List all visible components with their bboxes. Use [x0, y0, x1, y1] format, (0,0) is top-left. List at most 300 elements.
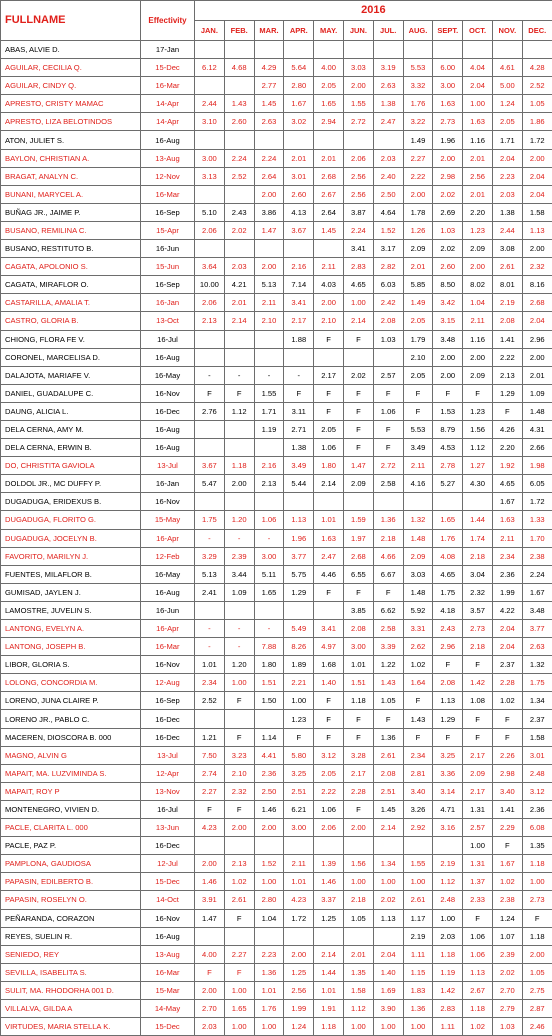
- effectivity-cell: 16-Jan: [141, 294, 195, 312]
- month-value-cell: F: [373, 384, 403, 402]
- month-value-cell: 1.00: [373, 873, 403, 891]
- month-value-cell: 3.39: [373, 638, 403, 656]
- month-value-cell: 3.57: [463, 601, 493, 619]
- month-value-cell: 1.47: [343, 457, 373, 475]
- month-value-cell: 2.27: [403, 149, 433, 167]
- month-value-cell: 1.65: [433, 511, 463, 529]
- month-value-cell: 2.04: [463, 77, 493, 95]
- month-value-cell: 2.34: [195, 674, 225, 692]
- effectivity-cell: 14-May: [141, 999, 195, 1017]
- month-value-cell: 4.68: [224, 59, 254, 77]
- month-value-cell: [254, 41, 284, 59]
- month-value-cell: 2.11: [284, 855, 314, 873]
- effectivity-header: Effectivity: [141, 1, 195, 41]
- month-value-cell: 3.32: [403, 77, 433, 95]
- month-value-cell: 2.00: [284, 945, 314, 963]
- month-value-cell: 3.22: [403, 113, 433, 131]
- month-value-cell: 2.39: [224, 547, 254, 565]
- month-value-cell: F: [463, 728, 493, 746]
- month-value-cell: 4.13: [284, 203, 314, 221]
- month-value-cell: [403, 837, 433, 855]
- month-value-cell: 1.40: [314, 674, 344, 692]
- month-value-cell: 2.16: [254, 457, 284, 475]
- table-row: [1, 583, 552, 601]
- month-value-cell: 1.24: [492, 909, 522, 927]
- fullname-cell: SULIT, MA. RHODORHA 001 D.: [1, 981, 141, 999]
- month-value-cell: 1.49: [403, 294, 433, 312]
- month-value-cell: 3.41: [314, 620, 344, 638]
- month-value-cell: 2.63: [522, 638, 552, 656]
- table-row: [1, 294, 552, 312]
- month-value-cell: 1.01: [254, 981, 284, 999]
- month-value-cell: 2.94: [314, 113, 344, 131]
- fullname-cell: BRAGAT, ANALYN C.: [1, 167, 141, 185]
- month-value-cell: 2.61: [224, 891, 254, 909]
- month-value-cell: 1.45: [254, 95, 284, 113]
- month-value-cell: [343, 131, 373, 149]
- fullname-cell: REYES, SUELIN R.: [1, 927, 141, 945]
- month-value-cell: 2.09: [463, 366, 493, 384]
- month-value-cell: 1.00: [224, 674, 254, 692]
- table-row: [1, 819, 552, 837]
- month-value-cell: 2.98: [492, 764, 522, 782]
- month-value-cell: [373, 493, 403, 511]
- table-row: [1, 891, 552, 909]
- fullname-cell: MAPAIT, MA. LUZVIMINDA S.: [1, 764, 141, 782]
- month-value-cell: 1.43: [373, 674, 403, 692]
- fullname-cell: DELA CERNA, ERWIN B.: [1, 439, 141, 457]
- month-value-cell: 1.38: [373, 95, 403, 113]
- month-value-cell: 5.80: [284, 746, 314, 764]
- month-value-cell: -: [224, 620, 254, 638]
- month-value-cell: 4.46: [314, 565, 344, 583]
- month-value-cell: 2.33: [463, 891, 493, 909]
- fullname-cell: MAPAIT, ROY P: [1, 782, 141, 800]
- table-row: [1, 710, 552, 728]
- month-value-cell: 4.66: [373, 547, 403, 565]
- table-row: [1, 366, 552, 384]
- fullname-cell: DUGADUGA, JOCELYN B.: [1, 529, 141, 547]
- month-value-cell: [224, 601, 254, 619]
- month-value-cell: 2.06: [314, 819, 344, 837]
- month-value-cell: 3.67: [284, 221, 314, 239]
- month-value-cell: 2.00: [433, 366, 463, 384]
- month-value-cell: 3.00: [195, 149, 225, 167]
- month-value-cell: 3.44: [224, 565, 254, 583]
- month-value-cell: 2.68: [343, 547, 373, 565]
- table-row: [1, 475, 552, 493]
- fullname-cell: DUGADUGA, ERIDEXUS B.: [1, 493, 141, 511]
- month-value-cell: 2.50: [373, 185, 403, 203]
- month-value-cell: 2.09: [343, 475, 373, 493]
- month-value-cell: 4.41: [254, 746, 284, 764]
- month-value-cell: 2.56: [284, 981, 314, 999]
- fullname-cell: DELA CERNA, AMY M.: [1, 420, 141, 438]
- month-value-cell: 2.00: [522, 348, 552, 366]
- month-value-cell: 3.10: [195, 113, 225, 131]
- month-value-cell: 4.64: [373, 203, 403, 221]
- month-value-cell: 1.48: [522, 402, 552, 420]
- month-value-cell: 1.67: [492, 493, 522, 511]
- table-row: [1, 511, 552, 529]
- table-row: [1, 1018, 552, 1036]
- month-value-cell: 2.73: [522, 891, 552, 909]
- month-value-cell: 3.00: [254, 547, 284, 565]
- month-value-cell: 1.72: [522, 131, 552, 149]
- month-value-cell: 3.16: [433, 819, 463, 837]
- month-value-cell: 3.19: [373, 59, 403, 77]
- month-value-cell: 1.71: [254, 402, 284, 420]
- month-value-cell: 2.00: [522, 149, 552, 167]
- effectivity-cell: 16-Aug: [141, 439, 195, 457]
- fullname-cell: PEÑARANDA, CORAZON: [1, 909, 141, 927]
- month-value-cell: 3.37: [314, 891, 344, 909]
- month-value-cell: 4.31: [522, 420, 552, 438]
- month-value-cell: 1.07: [492, 927, 522, 945]
- month-value-cell: -: [195, 620, 225, 638]
- month-value-cell: 2.05: [314, 764, 344, 782]
- month-value-cell: [343, 837, 373, 855]
- month-value-cell: [224, 330, 254, 348]
- month-value-cell: 2.02: [343, 366, 373, 384]
- month-value-cell: F: [373, 710, 403, 728]
- month-value-cell: [224, 493, 254, 511]
- month-value-cell: 2.00: [343, 819, 373, 837]
- month-value-cell: [254, 439, 284, 457]
- month-value-cell: 1.00: [373, 1018, 403, 1036]
- month-value-cell: 2.00: [254, 185, 284, 203]
- month-value-cell: 1.04: [254, 909, 284, 927]
- month-value-cell: 1.05: [343, 909, 373, 927]
- month-value-cell: 2.10: [403, 348, 433, 366]
- month-value-cell: 2.09: [463, 764, 493, 782]
- month-value-cell: 2.56: [343, 185, 373, 203]
- month-value-cell: -: [224, 529, 254, 547]
- month-value-cell: 1.45: [314, 221, 344, 239]
- month-value-cell: F: [343, 330, 373, 348]
- month-value-cell: 2.03: [492, 185, 522, 203]
- fullname-cell: CAGATA, APOLONIO S.: [1, 258, 141, 276]
- month-value-cell: 1.35: [343, 963, 373, 981]
- fullname-cell: PAMPLONA, GAUDIOSA: [1, 855, 141, 873]
- month-value-cell: 2.00: [463, 258, 493, 276]
- month-value-cell: 6.03: [373, 276, 403, 294]
- month-value-cell: 1.55: [343, 95, 373, 113]
- month-value-cell: 1.42: [463, 674, 493, 692]
- month-value-cell: [224, 185, 254, 203]
- month-value-cell: F: [522, 909, 552, 927]
- effectivity-cell: 16-Mar: [141, 77, 195, 95]
- month-value-cell: [314, 240, 344, 258]
- month-value-cell: 4.00: [195, 945, 225, 963]
- effectivity-cell: 12-Jul: [141, 855, 195, 873]
- month-value-cell: 3.49: [403, 439, 433, 457]
- month-value-cell: 4.65: [433, 565, 463, 583]
- effectivity-cell: 15-Apr: [141, 221, 195, 239]
- table-row: [1, 692, 552, 710]
- month-value-cell: F: [195, 963, 225, 981]
- month-value-cell: 1.74: [463, 529, 493, 547]
- month-value-cell: 1.38: [284, 439, 314, 457]
- month-value-cell: 3.00: [284, 819, 314, 837]
- month-header: NOV.: [492, 21, 522, 41]
- month-value-cell: [195, 240, 225, 258]
- table-row: [1, 601, 552, 619]
- effectivity-cell: 16-Aug: [141, 131, 195, 149]
- month-value-cell: 1.89: [284, 656, 314, 674]
- month-value-cell: 1.00: [284, 692, 314, 710]
- effectivity-cell: 16-Jul: [141, 330, 195, 348]
- month-value-cell: 1.13: [522, 221, 552, 239]
- fullname-cell: AGUILAR, CINDY Q.: [1, 77, 141, 95]
- table-row: [1, 330, 552, 348]
- month-value-cell: 2.03: [195, 1018, 225, 1036]
- table-row: [1, 873, 552, 891]
- effectivity-cell: 12-Apr: [141, 764, 195, 782]
- month-value-cell: 1.34: [373, 855, 403, 873]
- month-value-cell: 1.25: [314, 909, 344, 927]
- month-value-cell: 2.10: [254, 312, 284, 330]
- month-value-cell: 1.78: [403, 203, 433, 221]
- month-value-cell: 1.37: [463, 873, 493, 891]
- month-value-cell: [254, 601, 284, 619]
- month-value-cell: 1.00: [343, 294, 373, 312]
- month-header: OCT.: [463, 21, 493, 41]
- month-value-cell: 3.26: [403, 800, 433, 818]
- month-value-cell: 2.14: [373, 819, 403, 837]
- month-value-cell: 2.82: [373, 258, 403, 276]
- month-value-cell: 3.48: [433, 330, 463, 348]
- month-value-cell: 2.24: [343, 221, 373, 239]
- month-value-cell: 2.52: [195, 692, 225, 710]
- table-row: [1, 764, 552, 782]
- month-value-cell: [254, 927, 284, 945]
- effectivity-cell: 13-Oct: [141, 312, 195, 330]
- fullname-cell: DAUNG, ALICIA L.: [1, 402, 141, 420]
- month-value-cell: [373, 348, 403, 366]
- month-value-cell: [195, 131, 225, 149]
- month-value-cell: 1.18: [314, 1018, 344, 1036]
- fullname-cell: LOLONG, CONCORDIA M.: [1, 674, 141, 692]
- effectivity-cell: 16-Jul: [141, 800, 195, 818]
- month-value-cell: F: [343, 583, 373, 601]
- month-value-cell: 1.53: [433, 402, 463, 420]
- fullname-cell: PACLE, PAZ P.: [1, 837, 141, 855]
- month-value-cell: 2.02: [224, 221, 254, 239]
- effectivity-cell: 16-Mar: [141, 963, 195, 981]
- month-value-cell: 2.98: [433, 167, 463, 185]
- month-value-cell: 8.26: [284, 638, 314, 656]
- month-value-cell: 5.13: [254, 276, 284, 294]
- month-value-cell: 2.17: [463, 782, 493, 800]
- month-value-cell: 2.11: [314, 258, 344, 276]
- month-value-cell: 5.49: [284, 620, 314, 638]
- effectivity-cell: 17-Jan: [141, 41, 195, 59]
- month-value-cell: 4.00: [314, 59, 344, 77]
- month-value-cell: 4.18: [433, 601, 463, 619]
- month-value-cell: 1.06: [254, 511, 284, 529]
- month-value-cell: 2.80: [254, 891, 284, 909]
- month-value-cell: 10.00: [195, 276, 225, 294]
- month-value-cell: 1.39: [314, 855, 344, 873]
- month-value-cell: F: [314, 583, 344, 601]
- effectivity-cell: 15-Dec: [141, 59, 195, 77]
- month-value-cell: 1.96: [433, 131, 463, 149]
- fullname-cell: LANTONG, JOSEPH B.: [1, 638, 141, 656]
- fullname-cell: VILLALVA, GILDA A: [1, 999, 141, 1017]
- month-value-cell: 2.34: [492, 547, 522, 565]
- fullname-cell: APRESTO, LIZA BELOTINDOS: [1, 113, 141, 131]
- month-value-cell: 2.03: [224, 258, 254, 276]
- month-value-cell: 3.13: [195, 167, 225, 185]
- month-value-cell: 2.92: [403, 819, 433, 837]
- table-row: [1, 384, 552, 402]
- fullname-cell: LIBOR, GLORIA S.: [1, 656, 141, 674]
- month-value-cell: 2.44: [492, 221, 522, 239]
- month-value-cell: 1.36: [403, 999, 433, 1017]
- month-value-cell: [284, 348, 314, 366]
- table-row: [1, 240, 552, 258]
- month-value-cell: 1.71: [492, 131, 522, 149]
- month-value-cell: 4.61: [492, 59, 522, 77]
- month-value-cell: 1.05: [373, 692, 403, 710]
- month-value-cell: [224, 77, 254, 95]
- month-value-cell: [254, 837, 284, 855]
- month-value-cell: 1.02: [492, 692, 522, 710]
- effectivity-cell: 13-Aug: [141, 945, 195, 963]
- month-value-cell: 1.18: [433, 945, 463, 963]
- month-value-cell: 1.00: [224, 1018, 254, 1036]
- month-value-cell: 4.16: [403, 475, 433, 493]
- month-value-cell: 2.32: [463, 583, 493, 601]
- month-value-cell: 1.00: [224, 981, 254, 999]
- month-value-cell: [284, 601, 314, 619]
- month-value-cell: 7.50: [195, 746, 225, 764]
- month-value-cell: 1.03: [433, 221, 463, 239]
- month-value-cell: 2.14: [224, 312, 254, 330]
- month-header: JUN.: [343, 21, 373, 41]
- month-value-cell: 4.65: [492, 475, 522, 493]
- table-row: [1, 638, 552, 656]
- month-value-cell: 1.06: [463, 945, 493, 963]
- month-value-cell: 2.63: [254, 113, 284, 131]
- month-value-cell: [284, 41, 314, 59]
- month-value-cell: 1.36: [373, 511, 403, 529]
- month-value-cell: 2.00: [254, 258, 284, 276]
- month-value-cell: 1.92: [492, 457, 522, 475]
- month-value-cell: 4.21: [224, 276, 254, 294]
- month-value-cell: 2.24: [224, 149, 254, 167]
- month-value-cell: 2.08: [343, 620, 373, 638]
- month-value-cell: 1.75: [195, 511, 225, 529]
- month-value-cell: 1.76: [433, 529, 463, 547]
- month-value-cell: 4.53: [433, 439, 463, 457]
- month-header: MAR.: [254, 21, 284, 41]
- month-value-cell: 1.00: [343, 1018, 373, 1036]
- month-value-cell: 1.43: [224, 95, 254, 113]
- month-value-cell: 2.56: [463, 167, 493, 185]
- month-value-cell: 1.00: [522, 873, 552, 891]
- month-value-cell: 2.58: [373, 475, 403, 493]
- table-row: [1, 945, 552, 963]
- month-value-cell: [195, 439, 225, 457]
- month-value-cell: 1.01: [195, 656, 225, 674]
- month-value-cell: 2.60: [284, 185, 314, 203]
- month-value-cell: 2.01: [522, 366, 552, 384]
- month-value-cell: 1.18: [463, 999, 493, 1017]
- month-value-cell: 3.23: [224, 746, 254, 764]
- month-value-cell: 2.56: [343, 167, 373, 185]
- month-value-cell: 2.04: [492, 638, 522, 656]
- month-value-cell: 1.12: [463, 439, 493, 457]
- month-value-cell: F: [284, 728, 314, 746]
- fullname-cell: CHIONG, FLORA FE V.: [1, 330, 141, 348]
- table-row: [1, 439, 552, 457]
- month-value-cell: 2.68: [522, 294, 552, 312]
- month-value-cell: 5.85: [403, 276, 433, 294]
- month-value-cell: 1.65: [314, 95, 344, 113]
- month-value-cell: 1.16: [463, 330, 493, 348]
- fullname-cell: BUÑAG JR., JAIME P.: [1, 203, 141, 221]
- month-value-cell: 7.88: [254, 638, 284, 656]
- month-value-cell: 1.50: [254, 692, 284, 710]
- month-value-cell: 1.31: [463, 800, 493, 818]
- table-row: [1, 113, 552, 131]
- month-value-cell: 2.18: [463, 638, 493, 656]
- month-value-cell: 1.13: [433, 692, 463, 710]
- month-value-cell: 2.83: [433, 999, 463, 1017]
- month-value-cell: 2.72: [373, 457, 403, 475]
- month-value-cell: 1.31: [463, 855, 493, 873]
- month-value-cell: 2.66: [522, 439, 552, 457]
- month-value-cell: 1.11: [403, 945, 433, 963]
- fullname-cell: CASTRO, GLORIA B.: [1, 312, 141, 330]
- month-value-cell: F: [195, 800, 225, 818]
- month-value-cell: [195, 330, 225, 348]
- fullname-cell: DUGADUGA, FLORITO G.: [1, 511, 141, 529]
- month-value-cell: 1.18: [343, 692, 373, 710]
- month-value-cell: 2.22: [492, 348, 522, 366]
- month-value-cell: 1.23: [463, 402, 493, 420]
- month-value-cell: 2.51: [373, 782, 403, 800]
- month-value-cell: 2.06: [195, 294, 225, 312]
- month-value-cell: 1.29: [284, 583, 314, 601]
- month-value-cell: 1.19: [433, 963, 463, 981]
- month-value-cell: 1.72: [522, 493, 552, 511]
- month-value-cell: 3.86: [254, 203, 284, 221]
- month-value-cell: -: [224, 638, 254, 656]
- month-value-cell: 2.22: [403, 167, 433, 185]
- month-value-cell: 2.02: [373, 891, 403, 909]
- month-value-cell: 3.67: [195, 457, 225, 475]
- month-value-cell: 2.81: [403, 764, 433, 782]
- month-value-cell: [224, 439, 254, 457]
- month-value-cell: 2.17: [314, 366, 344, 384]
- month-value-cell: 2.50: [254, 782, 284, 800]
- table-row: [1, 529, 552, 547]
- month-value-cell: 1.38: [492, 203, 522, 221]
- month-value-cell: 1.09: [522, 384, 552, 402]
- month-value-cell: 2.40: [373, 167, 403, 185]
- month-value-cell: 4.71: [433, 800, 463, 818]
- month-value-cell: [284, 240, 314, 258]
- month-value-cell: -: [254, 529, 284, 547]
- table-row: [1, 131, 552, 149]
- month-value-cell: 1.75: [433, 583, 463, 601]
- effectivity-cell: 16-Dec: [141, 837, 195, 855]
- month-value-cell: 2.13: [224, 855, 254, 873]
- table-row: [1, 981, 552, 999]
